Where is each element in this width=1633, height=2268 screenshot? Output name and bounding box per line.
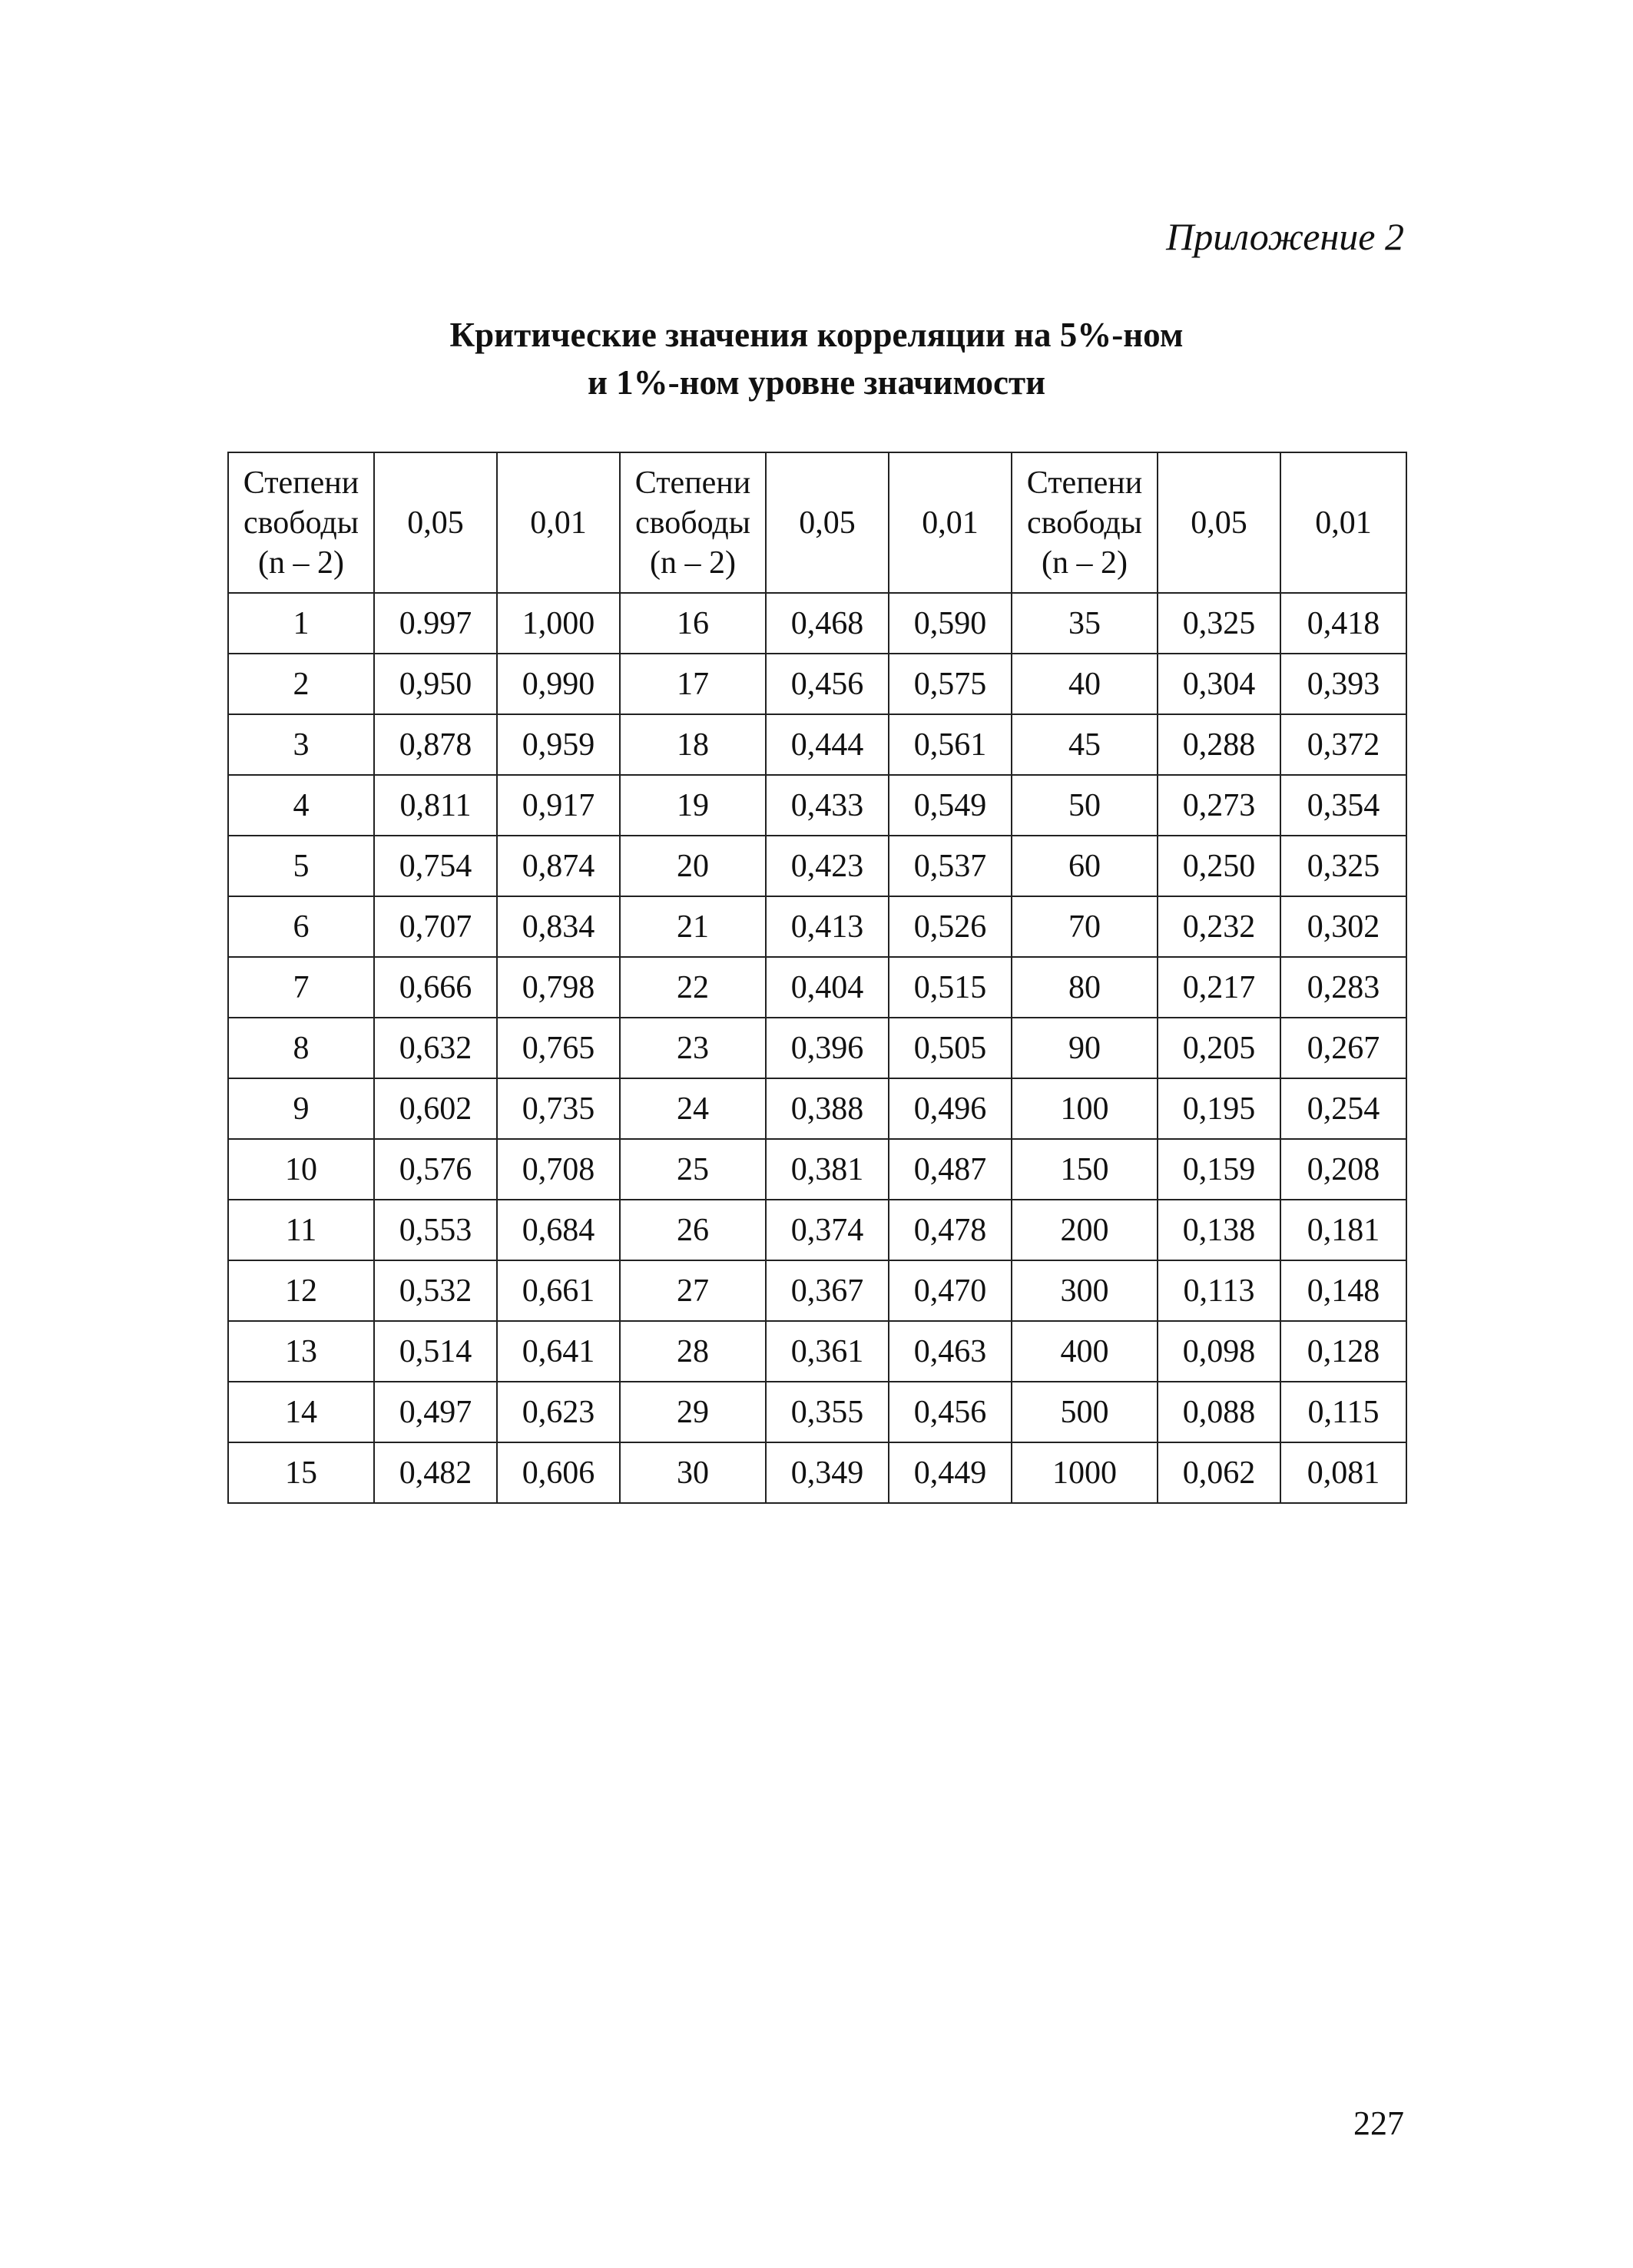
p005-cell: 0,423 xyxy=(766,836,889,896)
df-cell: 28 xyxy=(620,1321,766,1382)
p005-cell: 0,950 xyxy=(374,654,497,714)
table-header-row xyxy=(228,452,1406,593)
p001-cell: 0,325 xyxy=(1280,836,1406,896)
p001-cell: 0,463 xyxy=(889,1321,1012,1382)
table-title xyxy=(0,311,1633,406)
df-cell: 10 xyxy=(228,1139,374,1200)
p001-cell: 0,496 xyxy=(889,1078,1012,1139)
p005-cell: 0.997 xyxy=(374,593,497,654)
df-cell: 70 xyxy=(1012,896,1158,957)
df-cell: 21 xyxy=(620,896,766,957)
p005-cell: 0,553 xyxy=(374,1200,497,1260)
p001-cell: 0,456 xyxy=(889,1382,1012,1442)
table-row xyxy=(228,957,1406,1018)
df-cell: 4 xyxy=(228,775,374,836)
p001-cell: 0,487 xyxy=(889,1139,1012,1200)
p001-cell: 0,561 xyxy=(889,714,1012,775)
header-df-1 xyxy=(228,452,374,593)
df-cell: 90 xyxy=(1012,1018,1158,1078)
df-cell: 8 xyxy=(228,1018,374,1078)
p005-cell: 0,497 xyxy=(374,1382,497,1442)
df-cell: 60 xyxy=(1012,836,1158,896)
p005-cell: 0,304 xyxy=(1158,654,1280,714)
p005-cell: 0,367 xyxy=(766,1260,889,1321)
header-df-line3: (n – 2) xyxy=(1042,545,1128,581)
table-row xyxy=(228,1442,1406,1503)
p001-cell: 0,623 xyxy=(497,1382,620,1442)
p001-cell: 0,874 xyxy=(497,836,620,896)
p001-cell: 0,798 xyxy=(497,957,620,1018)
table-body xyxy=(228,593,1406,1503)
header-df-2 xyxy=(620,452,766,593)
df-cell: 6 xyxy=(228,896,374,957)
header-p005-1: 0,05 xyxy=(374,452,497,593)
p005-cell: 0,396 xyxy=(766,1018,889,1078)
df-cell: 23 xyxy=(620,1018,766,1078)
df-cell: 22 xyxy=(620,957,766,1018)
p005-cell: 0,514 xyxy=(374,1321,497,1382)
p001-cell: 0,526 xyxy=(889,896,1012,957)
header-df-line2: свободы xyxy=(243,505,359,541)
p005-cell: 0,576 xyxy=(374,1139,497,1200)
p005-cell: 0,159 xyxy=(1158,1139,1280,1200)
table-row xyxy=(228,1200,1406,1260)
p001-cell: 0,515 xyxy=(889,957,1012,1018)
df-cell: 9 xyxy=(228,1078,374,1139)
df-cell: 25 xyxy=(620,1139,766,1200)
p001-cell: 0,684 xyxy=(497,1200,620,1260)
p001-cell: 0,735 xyxy=(497,1078,620,1139)
p005-cell: 0,811 xyxy=(374,775,497,836)
p001-cell: 0,081 xyxy=(1280,1442,1406,1503)
p001-cell: 0,606 xyxy=(497,1442,620,1503)
p005-cell: 0,205 xyxy=(1158,1018,1280,1078)
p005-cell: 0,355 xyxy=(766,1382,889,1442)
p001-cell: 0,128 xyxy=(1280,1321,1406,1382)
p005-cell: 0,433 xyxy=(766,775,889,836)
p005-cell: 0,374 xyxy=(766,1200,889,1260)
p005-cell: 0,098 xyxy=(1158,1321,1280,1382)
table-row xyxy=(228,896,1406,957)
p001-cell: 0,254 xyxy=(1280,1078,1406,1139)
table-row xyxy=(228,775,1406,836)
df-cell: 15 xyxy=(228,1442,374,1503)
table-row xyxy=(228,836,1406,896)
df-cell: 19 xyxy=(620,775,766,836)
df-cell: 50 xyxy=(1012,775,1158,836)
df-cell: 24 xyxy=(620,1078,766,1139)
p001-cell: 0,505 xyxy=(889,1018,1012,1078)
df-cell: 12 xyxy=(228,1260,374,1321)
p005-cell: 0,878 xyxy=(374,714,497,775)
p001-cell: 0,449 xyxy=(889,1442,1012,1503)
header-df-line3: (n – 2) xyxy=(258,545,344,581)
table-row xyxy=(228,593,1406,654)
table-row xyxy=(228,1078,1406,1139)
df-cell: 5 xyxy=(228,836,374,896)
header-p005-2: 0,05 xyxy=(766,452,889,593)
p005-cell: 0,707 xyxy=(374,896,497,957)
p001-cell: 0,418 xyxy=(1280,593,1406,654)
table-row xyxy=(228,1018,1406,1078)
header-df-line2: свободы xyxy=(1027,505,1142,541)
df-cell: 14 xyxy=(228,1382,374,1442)
df-cell: 3 xyxy=(228,714,374,775)
p005-cell: 0,088 xyxy=(1158,1382,1280,1442)
df-cell: 150 xyxy=(1012,1139,1158,1200)
df-cell: 35 xyxy=(1012,593,1158,654)
table-row xyxy=(228,654,1406,714)
header-p001-3: 0,01 xyxy=(1280,452,1406,593)
p005-cell: 0,062 xyxy=(1158,1442,1280,1503)
header-p005-3: 0,05 xyxy=(1158,452,1280,593)
header-p001-2: 0,01 xyxy=(889,452,1012,593)
p001-cell: 0,267 xyxy=(1280,1018,1406,1078)
p001-cell: 1,000 xyxy=(497,593,620,654)
p001-cell: 0,470 xyxy=(889,1260,1012,1321)
header-df-line2: свободы xyxy=(635,505,750,541)
df-cell: 1 xyxy=(228,593,374,654)
df-cell: 13 xyxy=(228,1321,374,1382)
p005-cell: 0,468 xyxy=(766,593,889,654)
p005-cell: 0,138 xyxy=(1158,1200,1280,1260)
header-df-line1: Степени xyxy=(1026,465,1143,501)
df-cell: 20 xyxy=(620,836,766,896)
df-cell: 17 xyxy=(620,654,766,714)
p001-cell: 0,959 xyxy=(497,714,620,775)
critical-values-table xyxy=(227,452,1407,1504)
appendix-label: Приложение 2 xyxy=(1166,215,1404,258)
table-row xyxy=(228,1382,1406,1442)
title-line-2: и 1%-ном уровне значимости xyxy=(587,363,1046,402)
table-row xyxy=(228,1321,1406,1382)
header-df-line1: Степени xyxy=(243,465,359,501)
df-cell: 45 xyxy=(1012,714,1158,775)
df-cell: 40 xyxy=(1012,654,1158,714)
p005-cell: 0,232 xyxy=(1158,896,1280,957)
df-cell: 11 xyxy=(228,1200,374,1260)
df-cell: 100 xyxy=(1012,1078,1158,1139)
p001-cell: 0,181 xyxy=(1280,1200,1406,1260)
title-line-1: Критические значения корреляции на 5%-ном xyxy=(449,316,1184,354)
p001-cell: 0,549 xyxy=(889,775,1012,836)
p001-cell: 0,661 xyxy=(497,1260,620,1321)
p005-cell: 0,482 xyxy=(374,1442,497,1503)
p005-cell: 0,195 xyxy=(1158,1078,1280,1139)
p005-cell: 0,250 xyxy=(1158,836,1280,896)
p005-cell: 0,666 xyxy=(374,957,497,1018)
p005-cell: 0,413 xyxy=(766,896,889,957)
header-df-3 xyxy=(1012,452,1158,593)
table-row xyxy=(228,1260,1406,1321)
df-cell: 27 xyxy=(620,1260,766,1321)
header-df-line3: (n – 2) xyxy=(650,545,736,581)
p001-cell: 0,478 xyxy=(889,1200,1012,1260)
df-cell: 300 xyxy=(1012,1260,1158,1321)
header-p001-1: 0,01 xyxy=(497,452,620,593)
p001-cell: 0,590 xyxy=(889,593,1012,654)
df-cell: 29 xyxy=(620,1382,766,1442)
p001-cell: 0,115 xyxy=(1280,1382,1406,1442)
p005-cell: 0,288 xyxy=(1158,714,1280,775)
p005-cell: 0,456 xyxy=(766,654,889,714)
p001-cell: 0,917 xyxy=(497,775,620,836)
df-cell: 18 xyxy=(620,714,766,775)
df-cell: 400 xyxy=(1012,1321,1158,1382)
p001-cell: 0,641 xyxy=(497,1321,620,1382)
df-cell: 30 xyxy=(620,1442,766,1503)
p001-cell: 0,283 xyxy=(1280,957,1406,1018)
p001-cell: 0,575 xyxy=(889,654,1012,714)
p005-cell: 0,388 xyxy=(766,1078,889,1139)
table-row xyxy=(228,714,1406,775)
p001-cell: 0,354 xyxy=(1280,775,1406,836)
p001-cell: 0,537 xyxy=(889,836,1012,896)
df-cell: 1000 xyxy=(1012,1442,1158,1503)
header-df-line1: Степени xyxy=(634,465,751,501)
p001-cell: 0,302 xyxy=(1280,896,1406,957)
p001-cell: 0,393 xyxy=(1280,654,1406,714)
p001-cell: 0,372 xyxy=(1280,714,1406,775)
p005-cell: 0,217 xyxy=(1158,957,1280,1018)
p005-cell: 0,381 xyxy=(766,1139,889,1200)
df-cell: 80 xyxy=(1012,957,1158,1018)
p001-cell: 0,148 xyxy=(1280,1260,1406,1321)
p005-cell: 0,602 xyxy=(374,1078,497,1139)
df-cell: 200 xyxy=(1012,1200,1158,1260)
page-number: 227 xyxy=(1353,2104,1404,2142)
df-cell: 500 xyxy=(1012,1382,1158,1442)
table-row xyxy=(228,1139,1406,1200)
p005-cell: 0,273 xyxy=(1158,775,1280,836)
p005-cell: 0,632 xyxy=(374,1018,497,1078)
p001-cell: 0,708 xyxy=(497,1139,620,1200)
df-cell: 26 xyxy=(620,1200,766,1260)
df-cell: 16 xyxy=(620,593,766,654)
p005-cell: 0,325 xyxy=(1158,593,1280,654)
p005-cell: 0,361 xyxy=(766,1321,889,1382)
p001-cell: 0,208 xyxy=(1280,1139,1406,1200)
df-cell: 2 xyxy=(228,654,374,714)
p005-cell: 0,349 xyxy=(766,1442,889,1503)
p001-cell: 0,834 xyxy=(497,896,620,957)
p005-cell: 0,754 xyxy=(374,836,497,896)
p005-cell: 0,444 xyxy=(766,714,889,775)
df-cell: 7 xyxy=(228,957,374,1018)
p005-cell: 0,113 xyxy=(1158,1260,1280,1321)
p005-cell: 0,532 xyxy=(374,1260,497,1321)
p001-cell: 0,990 xyxy=(497,654,620,714)
p005-cell: 0,404 xyxy=(766,957,889,1018)
p001-cell: 0,765 xyxy=(497,1018,620,1078)
